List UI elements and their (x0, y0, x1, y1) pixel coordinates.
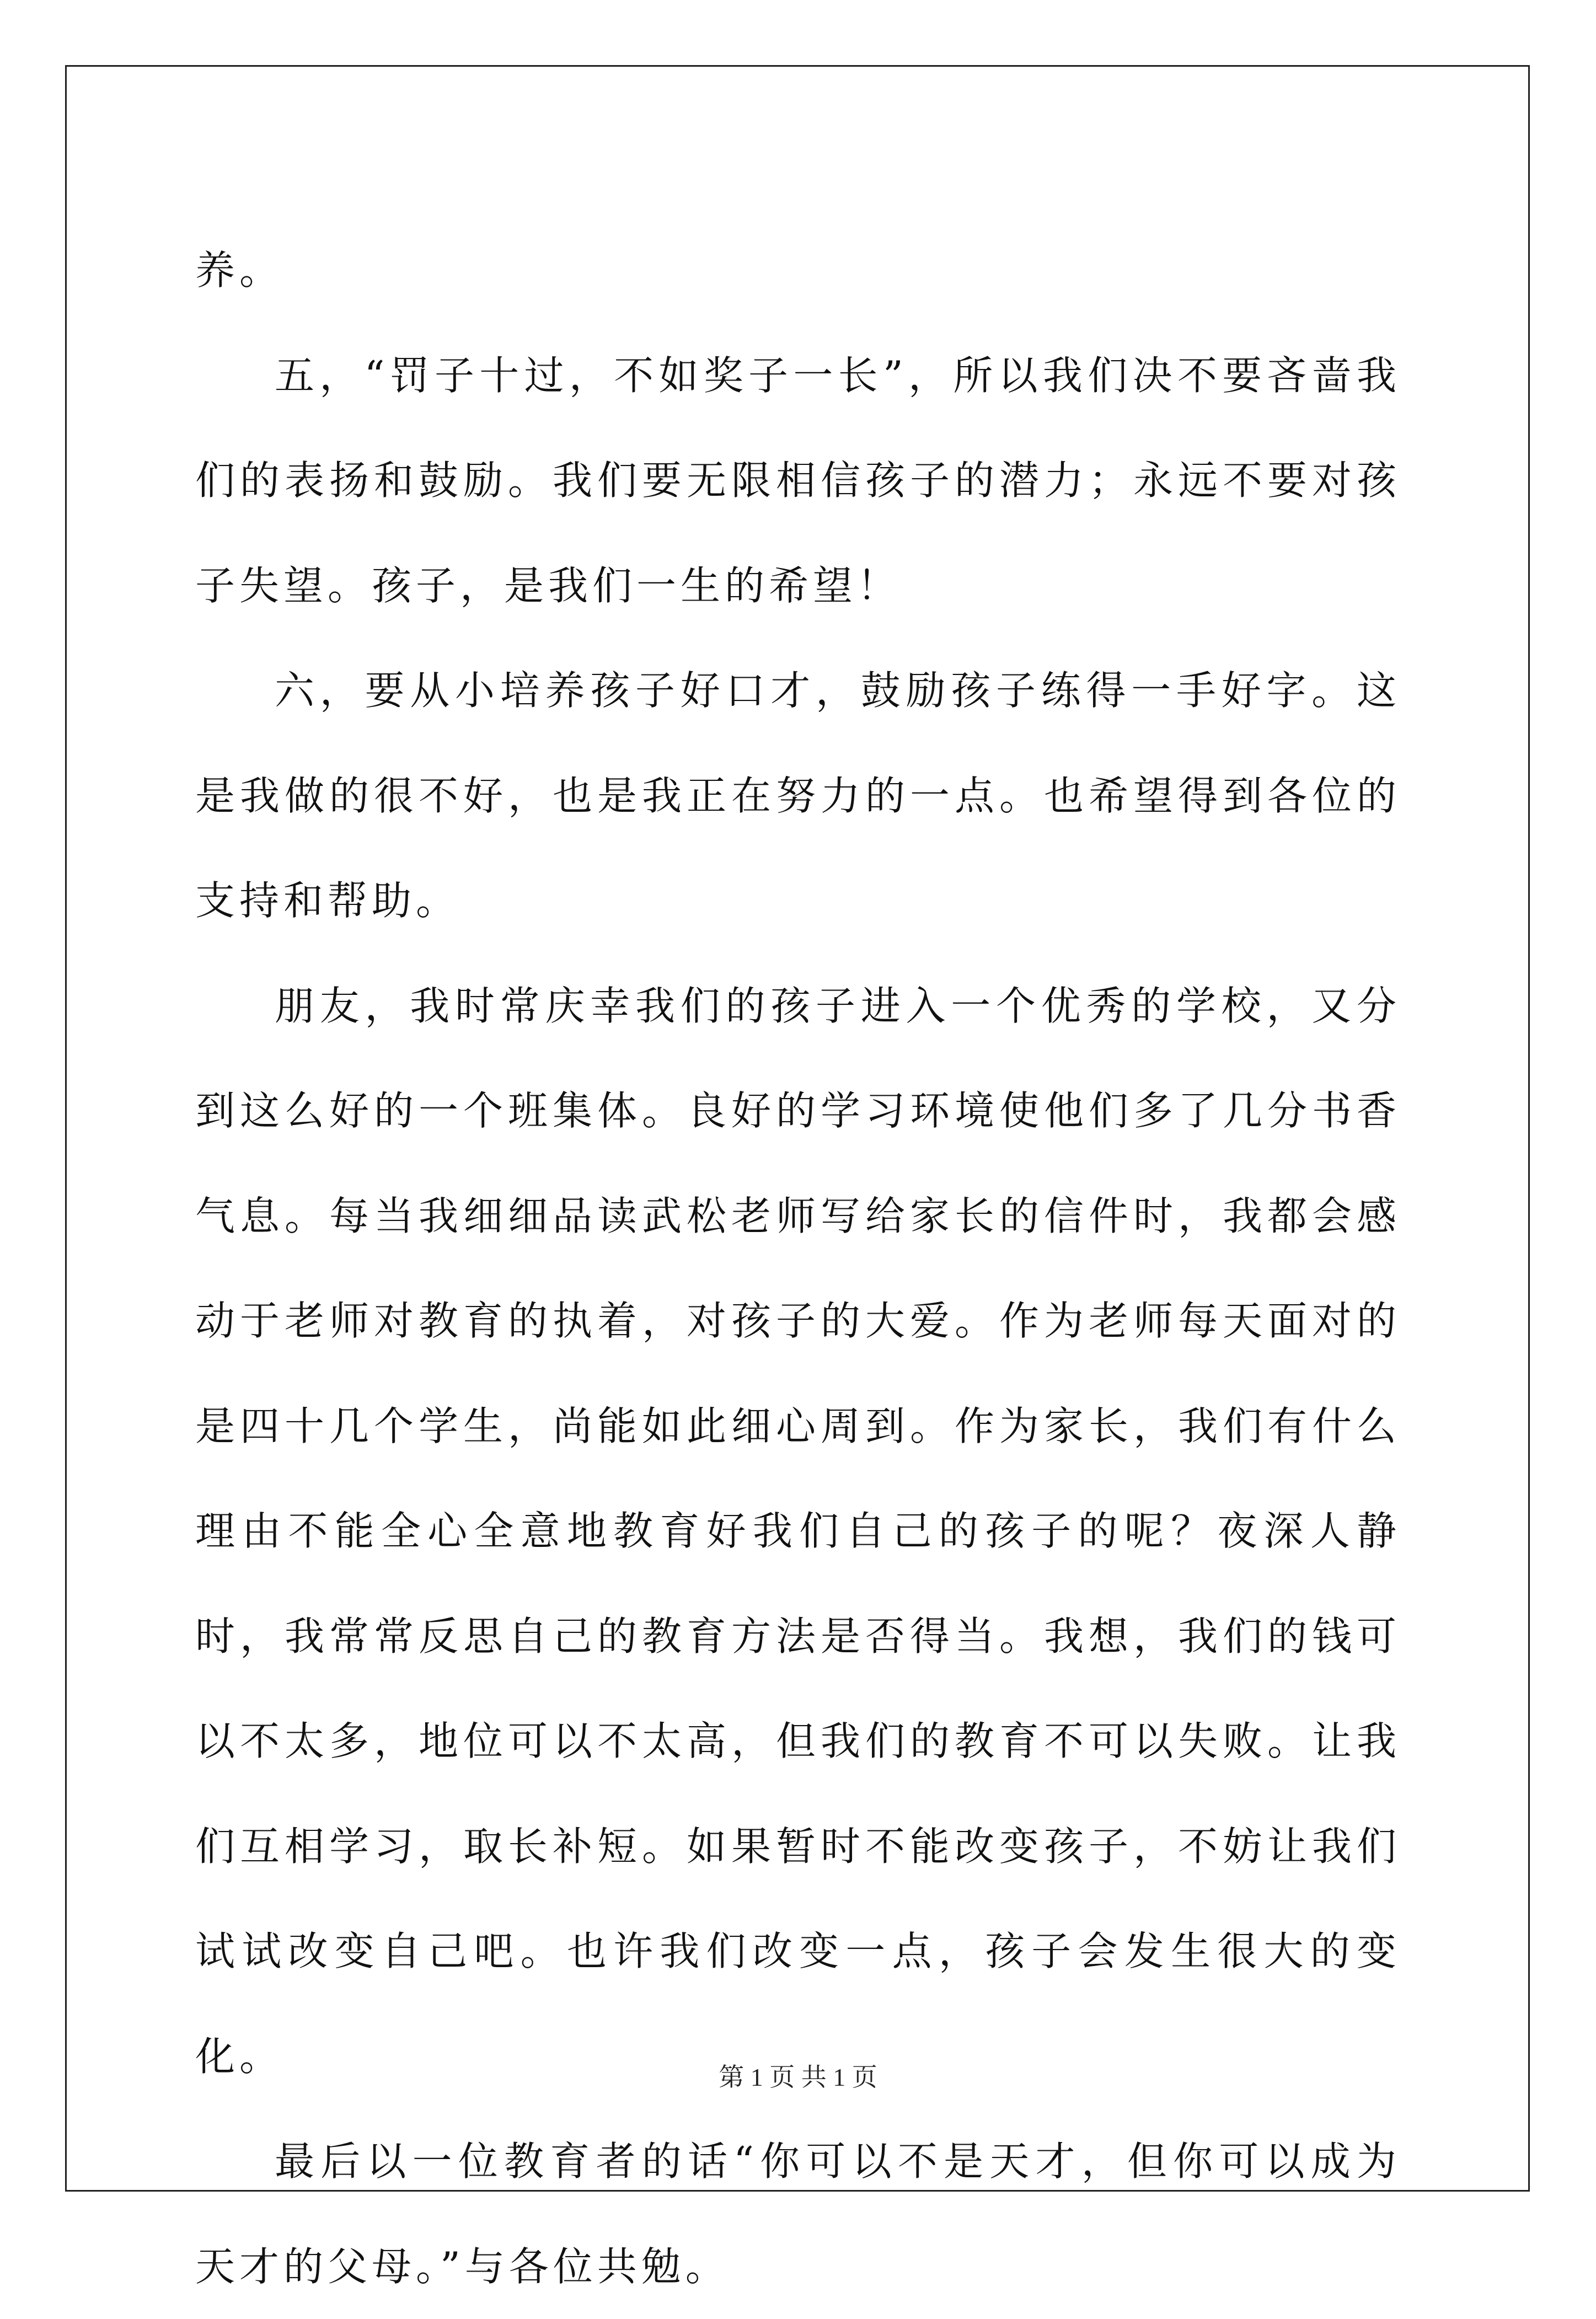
document-body (195, 218, 1401, 2319)
paragraph-six: 六，要从小培养孩子好口才，鼓励孩子练得一手好字。这是我做的很不好，也是我正在努力的一点。也希望得到各位的支持和帮助。 (195, 667, 1401, 924)
paragraph-continuation: 养。 (195, 247, 284, 293)
paragraph-closing: 最后以一位教育者的话“你可以不是天才，但你可以成为天才的父母。”与各位共勉。 (195, 2138, 1401, 2290)
paragraph-friends: 朋友，我时常庆幸我们的孩子进入一个优秀的学校，又分到这么好的一个班集体。良好的学习环境使他们多了几分书香气息。每当我细细品读武松老师写给家长的信件时，我都会感动于老师对教育的执着，对孩子的大爱。作为老师每天面对的是四十几个学生，尚能如此细心周到。作为家长，我们有什么理由不能全心全意地教育好我们自己的孩子的呢？夜深人静时，我常常反思自己的教育方法是否得当。我想，我们的钱可以不太多，地位可以不太高，但我们的教育不可以失败。让我们互相学习，取长补短。如果暂时不能改变孩子，不妨让我们试试改变自己吧。也许我们改变一点，孩子会发生很大的变化。 (195, 982, 1401, 2080)
page-number-footer: 第 1 页 共 1 页 (719, 2063, 877, 2091)
paragraph-five: 五，“罚子十过，不如奖子一长”，所以我们决不要吝啬我们的表扬和鼓励。我们要无限相信孩子的潜力；永远不要对孩子失望。孩子，是我们一生的希望！ (195, 352, 1401, 609)
